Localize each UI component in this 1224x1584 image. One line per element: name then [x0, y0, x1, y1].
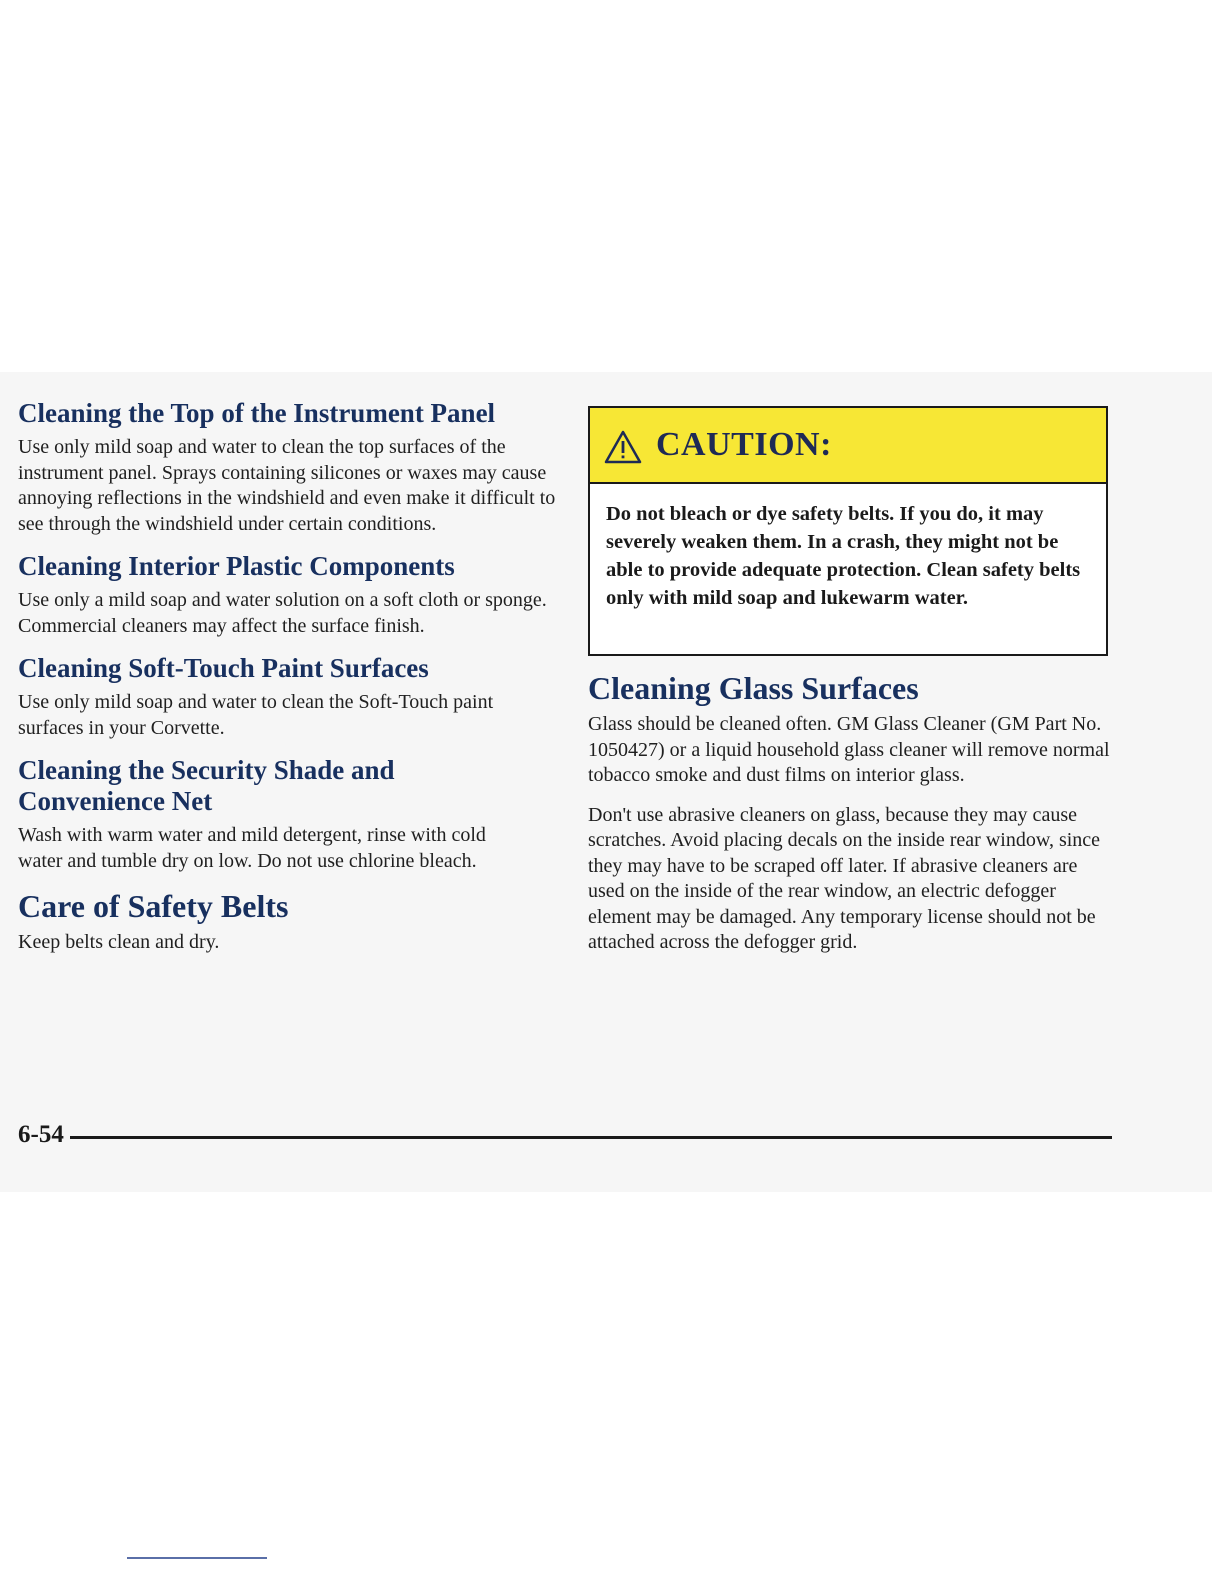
section-text: Wash with warm water and mild detergent, rinse with cold water and tumble dry on low. Do not use chlorine bleach.	[18, 824, 486, 872]
right-column	[588, 406, 1112, 970]
bottom-divider	[127, 1557, 267, 1559]
section-security-shade	[18, 755, 558, 874]
section-soft-touch	[18, 653, 558, 741]
section-heading: Cleaning Soft-Touch Paint Surfaces	[18, 653, 429, 683]
section-text: Use only mild soap and water to clean the Soft-Touch paint surfaces in your Corvette.	[18, 691, 494, 739]
section-heading: Cleaning Interior Plastic Components	[18, 551, 455, 581]
section-interior-plastic	[18, 551, 558, 639]
glass-paragraph-1: Glass should be cleaned often. GM Glass Cleaner (GM Part No. 1050427) or a liquid household glass cleaner will remove normal tobacco smoke and dust films on interior glass.	[588, 713, 1110, 786]
section-safety-belts	[18, 888, 558, 956]
left-column	[18, 398, 558, 970]
section-text: Use only mild soap and water to clean the top surfaces of the instrument panel. Sprays containing silicones or waxes may cause annoying reflections in the windshield and even make it difficult to see through the windshield under certain conditions.	[18, 436, 556, 535]
section-instrument-panel	[18, 398, 558, 537]
glass-paragraph-2: Don't use abrasive cleaners on glass, because they may cause scratches. Avoid placing decals on the inside rear window, since they may have to be scraped off later. If abrasive cleaners are used on the inside of the rear window, an electric defogger element may be damaged. Any temporary license should not be attached across the defogger grid.	[588, 803, 1101, 953]
caution-title: CAUTION:	[656, 426, 832, 463]
page-footer	[18, 1121, 1112, 1149]
section-heading: Cleaning the Top of the Instrument Panel	[18, 398, 496, 428]
section-text: Use only a mild soap and water solution on a soft cloth or sponge. Commercial cleaners may affect the surface finish.	[18, 589, 547, 637]
section-heading: Cleaning the Security Shade and Convenience Net	[18, 755, 395, 816]
page-number: 6-54	[18, 1121, 64, 1148]
caution-header	[590, 408, 1106, 484]
footer-rule	[70, 1136, 1112, 1139]
major-heading: Care of Safety Belts	[18, 888, 289, 924]
glass-heading: Cleaning Glass Surfaces	[588, 670, 919, 706]
major-text: Keep belts clean and dry.	[18, 931, 220, 953]
caution-text: Do not bleach or dye safety belts. If you do, it may severely weaken them. In a crash, they might not be able to provide adequate protection. Clean safety belts only with mild soap and lukewarm water.	[606, 503, 1081, 609]
caution-box	[588, 406, 1108, 656]
warning-triangle-icon	[604, 430, 642, 464]
